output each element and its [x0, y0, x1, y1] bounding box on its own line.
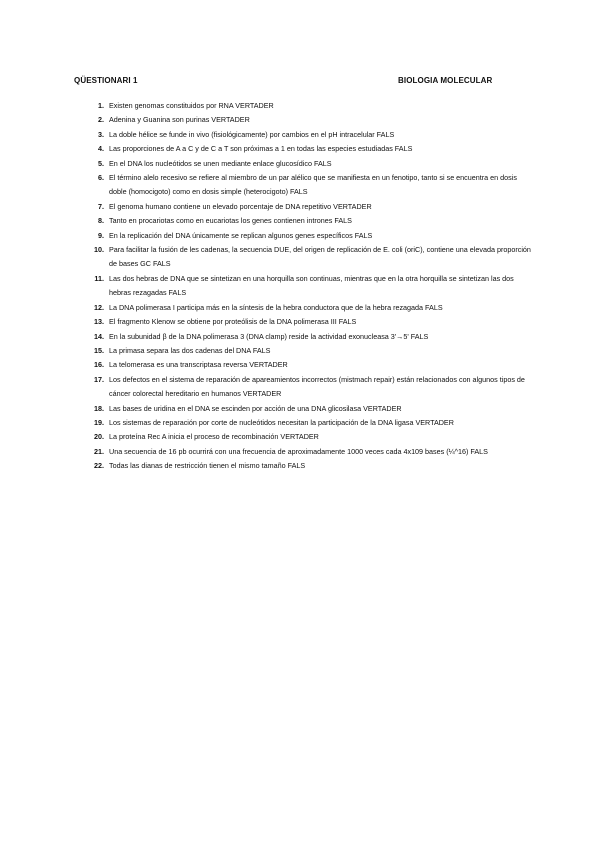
- question-text: Una secuencia de 16 pb ocurrirá con una frecuencia de aproximadamente 1000 veces cada 4x109 bases (¼^16) FALS: [109, 446, 488, 456]
- question-text: Las dos hebras de DNA que se sintetizan en una horquilla son continuas, mientras que en la otra horquilla se sintetizan las dos hebras rezagadas FALS: [109, 273, 514, 298]
- question-number: 14.: [94, 331, 104, 341]
- question-item: [74, 229, 534, 243]
- question-text: La proteína Rec A inicia el proceso de recombinación VERTADER: [109, 432, 319, 442]
- question-number: 8.: [98, 216, 104, 226]
- question-item: [74, 430, 534, 444]
- question-text: Para facilitar la fusión de les cadenas, la secuencia DUE, del origen de replicación de E. coli (oriC), contiene una elevada proporción de bases GC FALS: [109, 245, 531, 269]
- question-number: 11.: [94, 273, 104, 283]
- question-item: [74, 315, 534, 329]
- question-number: 16.: [94, 360, 104, 370]
- subject-title: BIOLOGIA MOLECULAR: [398, 76, 493, 85]
- question-text: Los defectos en el sistema de reparación de apareamientos incorrectos (mistmach repair) están relacionados con algunos tipos de cáncer colorectal hereditario en humanos VERTADER: [109, 374, 525, 399]
- question-number: 17.: [94, 374, 104, 384]
- page-header: [74, 76, 530, 88]
- question-number: 7.: [98, 201, 104, 211]
- question-item: [74, 301, 534, 315]
- question-number: 1.: [98, 101, 104, 110]
- question-item: [74, 330, 534, 344]
- question-item: [74, 445, 534, 459]
- question-number: 6.: [98, 173, 104, 183]
- question-text: El genoma humano contiene un elevado porcentaje de DNA repetitivo VERTADER: [109, 201, 372, 211]
- question-item: [74, 113, 534, 127]
- question-text: Tanto en procariotas como en eucariotas los genes contienen intrones FALS: [109, 216, 352, 226]
- question-item: [74, 459, 534, 473]
- question-text: En la replicación del DNA únicamente se replican algunos genes específicos FALS: [109, 230, 373, 240]
- question-text: Existen genomas constituidos por RNA VERTADER: [109, 101, 274, 110]
- question-item: [74, 358, 534, 372]
- question-text: Todas las dianas de restricción tienen el mismo tamaño FALS: [109, 461, 306, 471]
- question-item: [74, 272, 534, 301]
- question-number: 12.: [94, 302, 104, 312]
- question-number: 19.: [94, 417, 104, 427]
- questionnaire-title: QÜESTIONARI 1: [74, 76, 138, 85]
- question-text: Las bases de uridina en el DNA se escinden por acción de una DNA glicosilasa VERTADER: [109, 403, 402, 413]
- question-number: 9.: [98, 230, 104, 240]
- question-item: [74, 243, 534, 272]
- question-text: La doble hélice se funde in vivo (fisiológicamente) por cambios en el pH intracelular FALS: [109, 129, 395, 139]
- question-number: 4.: [98, 144, 104, 154]
- question-text: Los sistemas de reparación por corte de nucleótidos necesitan la participación de la DNA ligasa VERTADER: [109, 417, 454, 427]
- question-list: [74, 99, 534, 474]
- question-text: El fragmento Klenow se obtiene por proteólisis de la DNA polimerasa III FALS: [109, 317, 357, 327]
- question-item: [74, 99, 534, 113]
- question-text: La telomerasa es una transcriptasa reversa VERTADER: [109, 360, 288, 370]
- question-number: 3.: [98, 129, 104, 139]
- question-item: [74, 416, 534, 430]
- question-number: 13.: [94, 317, 104, 327]
- question-text: En la subunidad β de la DNA polimerasa 3 (DNA clamp) reside la actividad exonucleasa 3'→5' FALS: [109, 331, 429, 341]
- question-text: La DNA polimerasa I participa más en la síntesis de la hebra conductora que de la hebra rezagada FALS: [109, 302, 443, 312]
- question-number: 21.: [94, 446, 104, 456]
- question-item: [74, 142, 534, 156]
- question-text: La primasa separa las dos cadenas del DNA FALS: [109, 345, 271, 355]
- question-item: [74, 373, 534, 402]
- question-number: 10.: [94, 245, 104, 255]
- question-text: Adenina y Guanina son purinas VERTADER: [109, 115, 250, 125]
- question-item: [74, 171, 534, 200]
- question-number: 22.: [94, 461, 104, 471]
- question-number: 2.: [98, 115, 104, 125]
- question-item: [74, 128, 534, 142]
- question-item: [74, 402, 534, 416]
- question-number: 5.: [98, 158, 104, 168]
- question-text: Las proporciones de A a C y de C a T son próximas a 1 en todas las especies estudiadas FALS: [109, 144, 413, 154]
- question-item: [74, 157, 534, 171]
- question-item: [74, 200, 534, 214]
- question-item: [74, 214, 534, 228]
- question-text: El término alelo recesivo se refiere al miembro de un par alélico que se manifiesta en un fenotipo, tanto si se encuentra en dosis doble (homocigoto) como en dosis simple (heterocigoto) FALS: [109, 173, 517, 197]
- question-item: [74, 344, 534, 358]
- question-text: En el DNA los nucleótidos se unen mediante enlace glucosídico FALS: [109, 158, 332, 168]
- question-number: 20.: [94, 432, 104, 442]
- question-number: 18.: [94, 403, 104, 413]
- question-number: 15.: [94, 345, 104, 355]
